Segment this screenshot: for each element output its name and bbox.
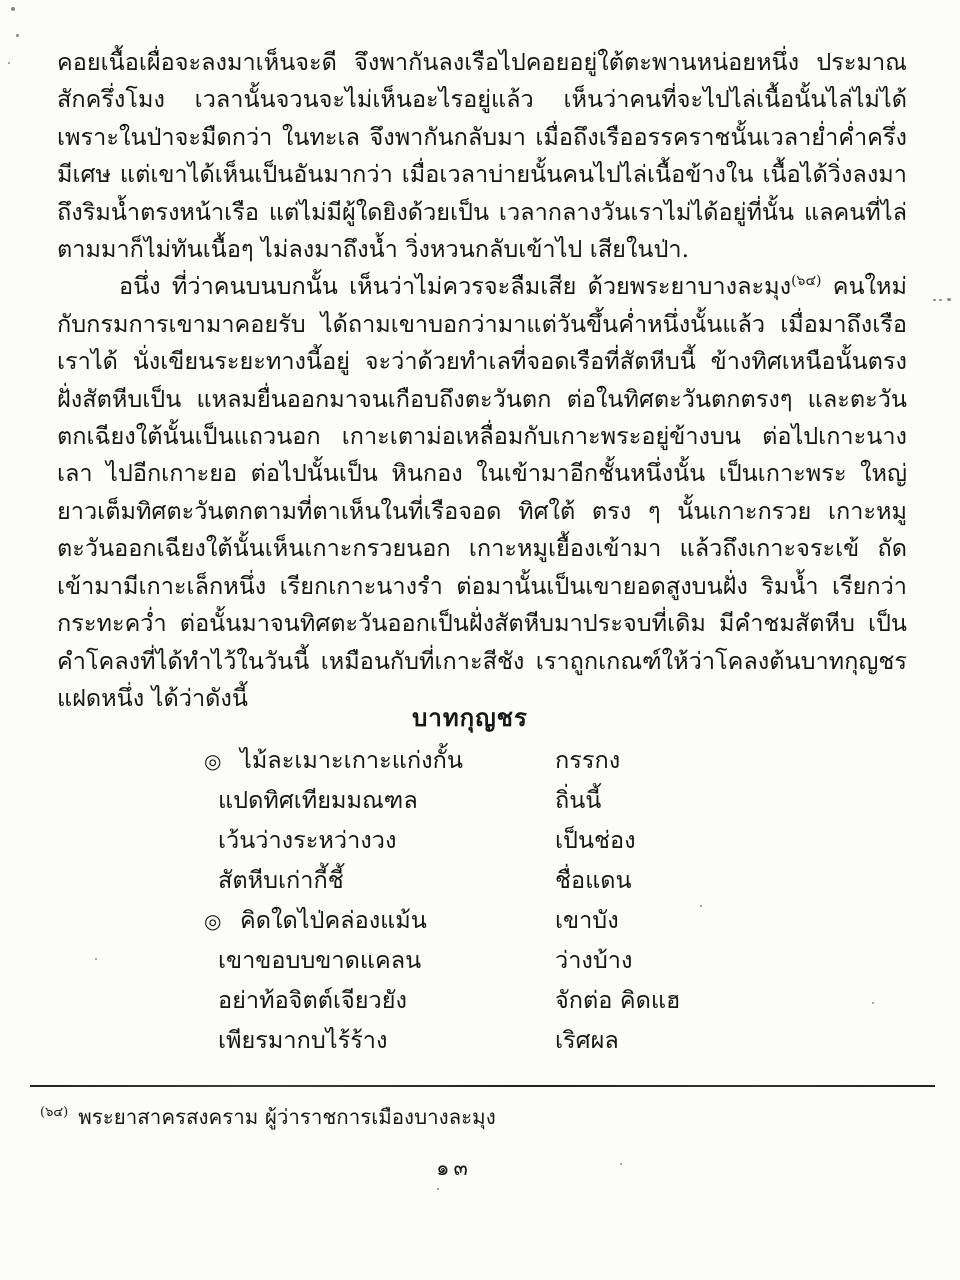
verse-line	[204, 780, 602, 820]
scan-speck	[16, 34, 19, 37]
verse-line	[204, 900, 619, 940]
paragraph	[57, 268, 907, 717]
footnote	[40, 1098, 496, 1132]
poem-stanza	[204, 900, 681, 1060]
verse-right: ถิ่นนี้	[555, 786, 602, 814]
footnote-text: พระยาสาครสงคราม ผู้ว่าราชการเมืองบางละมุง	[78, 1104, 496, 1129]
poem-stanza	[204, 740, 636, 900]
stanza-marker-icon: ◎	[204, 909, 222, 933]
scan-speck	[939, 299, 942, 301]
scan-speck	[933, 299, 936, 301]
verse-right: เริศผล	[555, 1026, 619, 1054]
verse-left: เพียรมากบไร้ร้าง	[218, 1026, 388, 1054]
verse-left: สัตหีบเก่ากี้ชี้	[218, 866, 344, 894]
verse-left: เขาขอบบขาดแคลน	[218, 946, 422, 974]
footnote-reference-mark: (๖๔)	[791, 273, 822, 290]
verse-line	[204, 860, 632, 900]
verse-right: เขาบัง	[555, 906, 619, 934]
scan-speck	[8, 62, 10, 64]
scan-speck	[872, 1002, 874, 1004]
verse-line	[204, 820, 636, 860]
verse-line	[204, 980, 681, 1020]
verse-left: ไม้ละเมาะเกาะแก่งกั้น	[240, 746, 463, 774]
scan-speck	[320, 862, 322, 864]
paragraph-text: อนึ่ง ที่ว่าคนบนบกนั้น เห็นว่าไม่ควรจะลืมเสีย ด้วยพระยาบางละมุง	[119, 272, 792, 301]
verse-right: ชื่อแดน	[555, 866, 632, 894]
paragraph-text: คนใหม่ กับกรมการเขามาคอยรับ ได้ถามเขาบอกว่ามาแต่วันขึ้นค่ำหนึ่งนั้นแล้ว เมื่อมาถึงเรือเราได้ นั่งเขียนระยะทางนี้อยู่ จะว่าด้วยทำเลที่จอดเรือที่สัตหีบนี้ ข้างทิศเหนือนั้นตรงฝั่งสัตหีบเป็น แหลมยื่นออกมาจนเกือบถึงตะวันตก ต่อในทิศตะวันตกตรงๆ และตะวันตกเฉียงใต้นั้นเป็นแถวนอก เกาะเตาม่อเหลื่อมกับเกาะพระอยู่ข้างบน ต่อไปเกาะนางเลา ไปอีกเกาะยอ ต่อไปนั้นเป็น หินกอง ในเข้ามาอีกชั้นหนึ่งนั้น เป็นเกาะพระ ใหญ่ยาวเต็มทิศตะวันตกตามที่ตาเห็นในที่เรือจอด ทิศใต้ ตรง ๆ นั้นเกาะกรวย เกาะหมู ตะวันออกเฉียงใต้นั้นเห็นเกาะกรวยนอก เกาะหมูเยื้องเข้ามา แล้วถึงเกาะจระเข้ ถัดเข้ามามีเกาะเล็กหนึ่ง เรียกเกาะนางรำ ต่อมานั้นเป็นเขายอดสูงบนฝั่ง ริมน้ำ เรียกว่ากระทะคว่ำ ต่อนั้นมาจนทิศตะวันออกเป็นฝั่งสัตหีบมาประจบที่เดิม มีคำชมสัตหีบ เป็นคำโคลงที่ได้ทำไว้ในวันนี้ เหมือนกับที่เกาะสีชัง เราถูกเกณฑ์ให้ว่าโคลงต้นบาทกุญชรแฝดหนึ่ง ได้ว่าดังนี้	[57, 272, 907, 712]
poem-title: บาทกุญชร	[412, 703, 528, 732]
paragraph	[57, 44, 907, 268]
verse-left: อย่าท้อจิตต์เจียวยัง	[218, 986, 407, 1014]
page-number: ๑๓	[436, 1156, 472, 1180]
verse-right: ว่างบ้าง	[555, 946, 633, 974]
paragraph-text: คอยเนื้อเผื่อจะลงมาเห็นจะดี จึงพากันลงเรือไปคอยอยู่ใต้ตะพานหน่อยหนึ่ง ประมาณสักครึ่งโมง เวลานั้นจวนจะไม่เห็นอะไรอยู่แล้ว เห็นว่าคนที่จะไปไล่เนื้อนั้นไล่ไม่ได้ เพราะในป่าจะมืดกว่า ในทะเล จึงพากันกลับมา เมื่อถึงเรืออรรคราชนั้นเวลาย่ำค่ำครึ่งมีเศษ แต่เขาได้เห็นเป็นอันมากว่า เมื่อเวลาบ่ายนั้นคนไปไล่เนื้อข้างใน เนื้อได้วิ่งลงมาถึงริมน้ำตรงหน้าเรือ แต่ไม่มีผู้ใดยิงด้วยเป็น เวลากลางวันเราไม่ได้อยู่ที่นั้น แลคนที่ไล่ตามมาก็ไม่ทันเนื้อๆ ไม่ลงมาถึงน้ำ วิ่งหวนกลับเข้าไป เสียในป่า.	[57, 48, 907, 264]
verse-left: เว้นว่างระหว่างวง	[218, 826, 397, 854]
scan-speck	[947, 298, 951, 301]
verse-line	[204, 940, 633, 980]
verse-line	[204, 740, 621, 780]
body-text	[57, 44, 907, 717]
scan-speck	[437, 1188, 439, 1190]
footnote-reference-mark: (๖๔)	[40, 1105, 69, 1120]
footnote-divider	[30, 1085, 935, 1087]
scan-speck	[11, 7, 15, 11]
verse-right: จักต่อ คิดแฮ	[555, 986, 681, 1014]
verse-right: เป็นช่อง	[555, 826, 636, 854]
verse-left: แปดทิศเทียมมณฑล	[218, 786, 418, 814]
stanza-marker-icon: ◎	[204, 749, 222, 773]
scan-speck	[95, 958, 97, 960]
poem	[204, 740, 681, 1060]
scan-speck	[700, 905, 702, 907]
scan-speck	[620, 1163, 622, 1165]
verse-line	[204, 1020, 619, 1060]
verse-right: กรรกง	[555, 746, 621, 774]
verse-left: คิดใดไป่คล่องแม้น	[240, 906, 427, 934]
